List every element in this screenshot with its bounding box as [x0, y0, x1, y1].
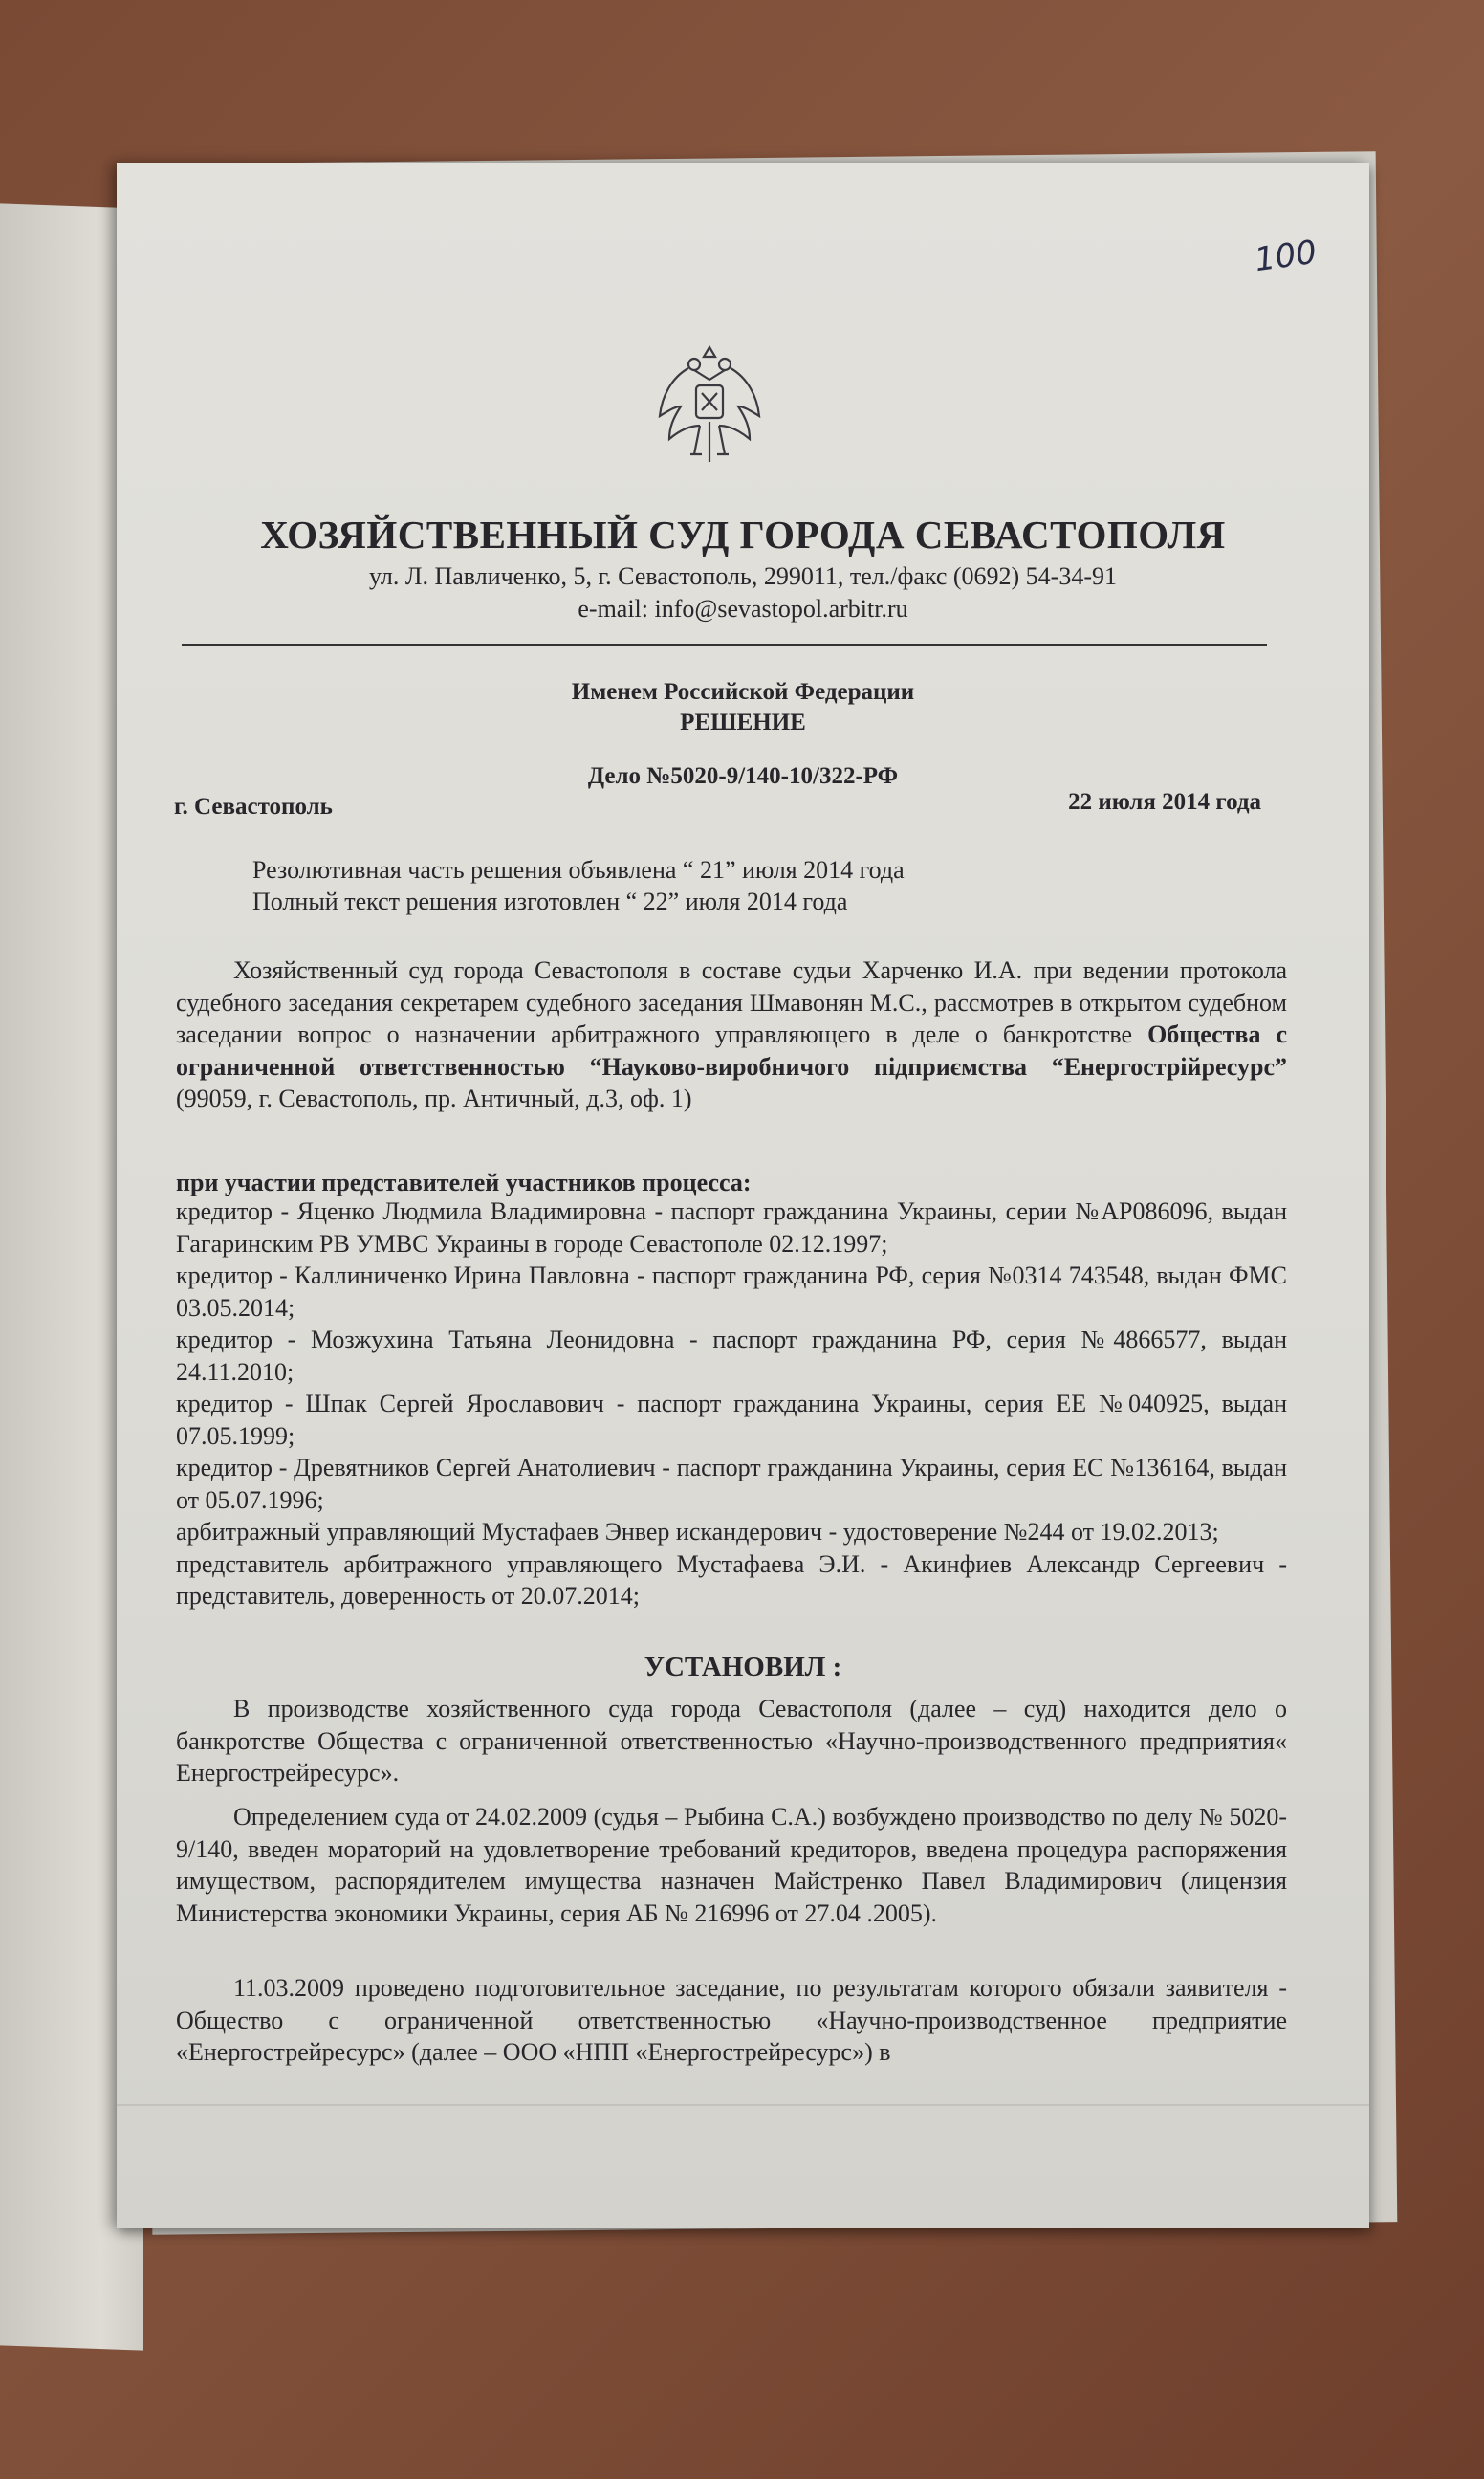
- established-paragraph: Определением суда от 24.02.2009 (судья – Рыбина С.А.) возбуждено производство по делу № 5020-9/140, введен мораторий на удовлетворение требований кредиторов, введена процедура распоряжения имуществом, распорядителем имущества назначен Майстренко Павел Владимирович (лицензия Министерства экономики Украины, серия АБ № 216996 от 27.04 .2005).: [176, 1803, 1287, 1927]
- case-number: Дело №5020-9/140-10/322-РФ: [587, 763, 899, 789]
- established-paragraph: В производстве хозяйственного суда города Севастополя (далее – суд) находится дело о банкротстве Общества с ограниченной ответственностью «Научно-производственного предприятия« Енергострейресурс».: [176, 1695, 1287, 1787]
- resolution-note: Резолютивная часть решения объявлена “ 21” июля 2014 года: [252, 856, 905, 884]
- established-heading: УСТАНОВИЛ :: [644, 1652, 842, 1682]
- participant-item: кредитор - Каллиниченко Ирина Павловна - паспорт гражданина РФ, серия №0314 743548, выдан ФМС 03.05.2014;: [176, 1261, 1287, 1322]
- participant-item: кредитор - Шпак Сергей Ярославович - паспорт гражданина Украины, серия ЕЕ №040925, выдан 07.05.1999;: [176, 1390, 1287, 1450]
- participant-item: кредитор - Мозжухина Татьяна Леонидовна - паспорт гражданина РФ, серия №4866577, выдан 24.11.2010;: [176, 1326, 1287, 1386]
- intro-company-name: Общества с ограниченной ответственностью “Науково-виробничого підприємства “Енергострійресурс”: [176, 1020, 1287, 1081]
- intro-text-b: (99059, г. Севастополь, пр. Античный, д.3, оф. 1): [176, 1085, 692, 1112]
- header-divider: [182, 644, 1267, 646]
- handwritten-page-number: 100: [1252, 232, 1320, 280]
- participant-item: кредитор - Древятников Сергей Анатолиевич - паспорт гражданина Украины, серия ЕС №136164, выдан от 05.07.1996;: [176, 1454, 1287, 1514]
- city: г. Севастополь: [174, 794, 333, 820]
- participants-list: [176, 1196, 1287, 1612]
- page-shadow-line: [117, 2104, 1369, 2106]
- participant-item: арбитражный управляющий Мустафаев Энвер искандерович - удостоверение №244 от 19.02.2013;: [176, 1518, 1219, 1546]
- document-page: [117, 163, 1369, 2228]
- established-paragraph: 11.03.2009 проведено подготовительное заседание, по результатам которого обязали заявителя - Общество с ограниченной ответственностью «Научно-производственное предприятие «Енергострейресурс» (далее – ООО «НПП «Енергострейресурс») в: [176, 1974, 1287, 2066]
- decision-date: 22 июля 2014 года: [1068, 789, 1261, 815]
- court-address: ул. Л. Павличенко, 5, г. Севастополь, 299011, тел./факс (0692) 54-34-91: [369, 562, 1117, 590]
- in-the-name-of: Именем Российской Федерации: [571, 679, 915, 705]
- document-type: РЕШЕНИЕ: [680, 710, 806, 735]
- participant-item: представитель арбитражного управляющего Мустафаева Э.И. - Акинфиев Александр Сергеевич - представитель, доверенность от 20.07.2014;: [176, 1549, 1287, 1610]
- intro-text-a: Хозяйственный суд города Севастополя в составе судьи Харченко И.А. при ведении протокола судебного заседания секретарем судебного заседания Шмавонян М.С., рассмотрев в открытом судебном заседании вопрос о назначении арбитражного управляющего в деле о банкротстве: [176, 956, 1287, 1048]
- intro-paragraph: [176, 954, 1287, 1115]
- court-email: e-mail: info@sevastopol.arbitr.ru: [578, 595, 908, 623]
- coat-of-arms-icon: [652, 340, 767, 473]
- full-text-note: Полный текст решения изготовлен “ 22” июля 2014 года: [252, 888, 848, 915]
- court-name: ХОЗЯЙСТВЕННЫЙ СУД ГОРОДА СЕВАСТОПОЛЯ: [260, 513, 1226, 557]
- participant-item: кредитор - Яценко Людмила Владимировна - паспорт гражданина Украины, серии №АР086096, выдан Гагаринским РВ УМВС Украины в городе Севастополе 02.12.1997;: [176, 1197, 1287, 1258]
- participants-heading: при участии представителей участников процесса:: [176, 1169, 752, 1196]
